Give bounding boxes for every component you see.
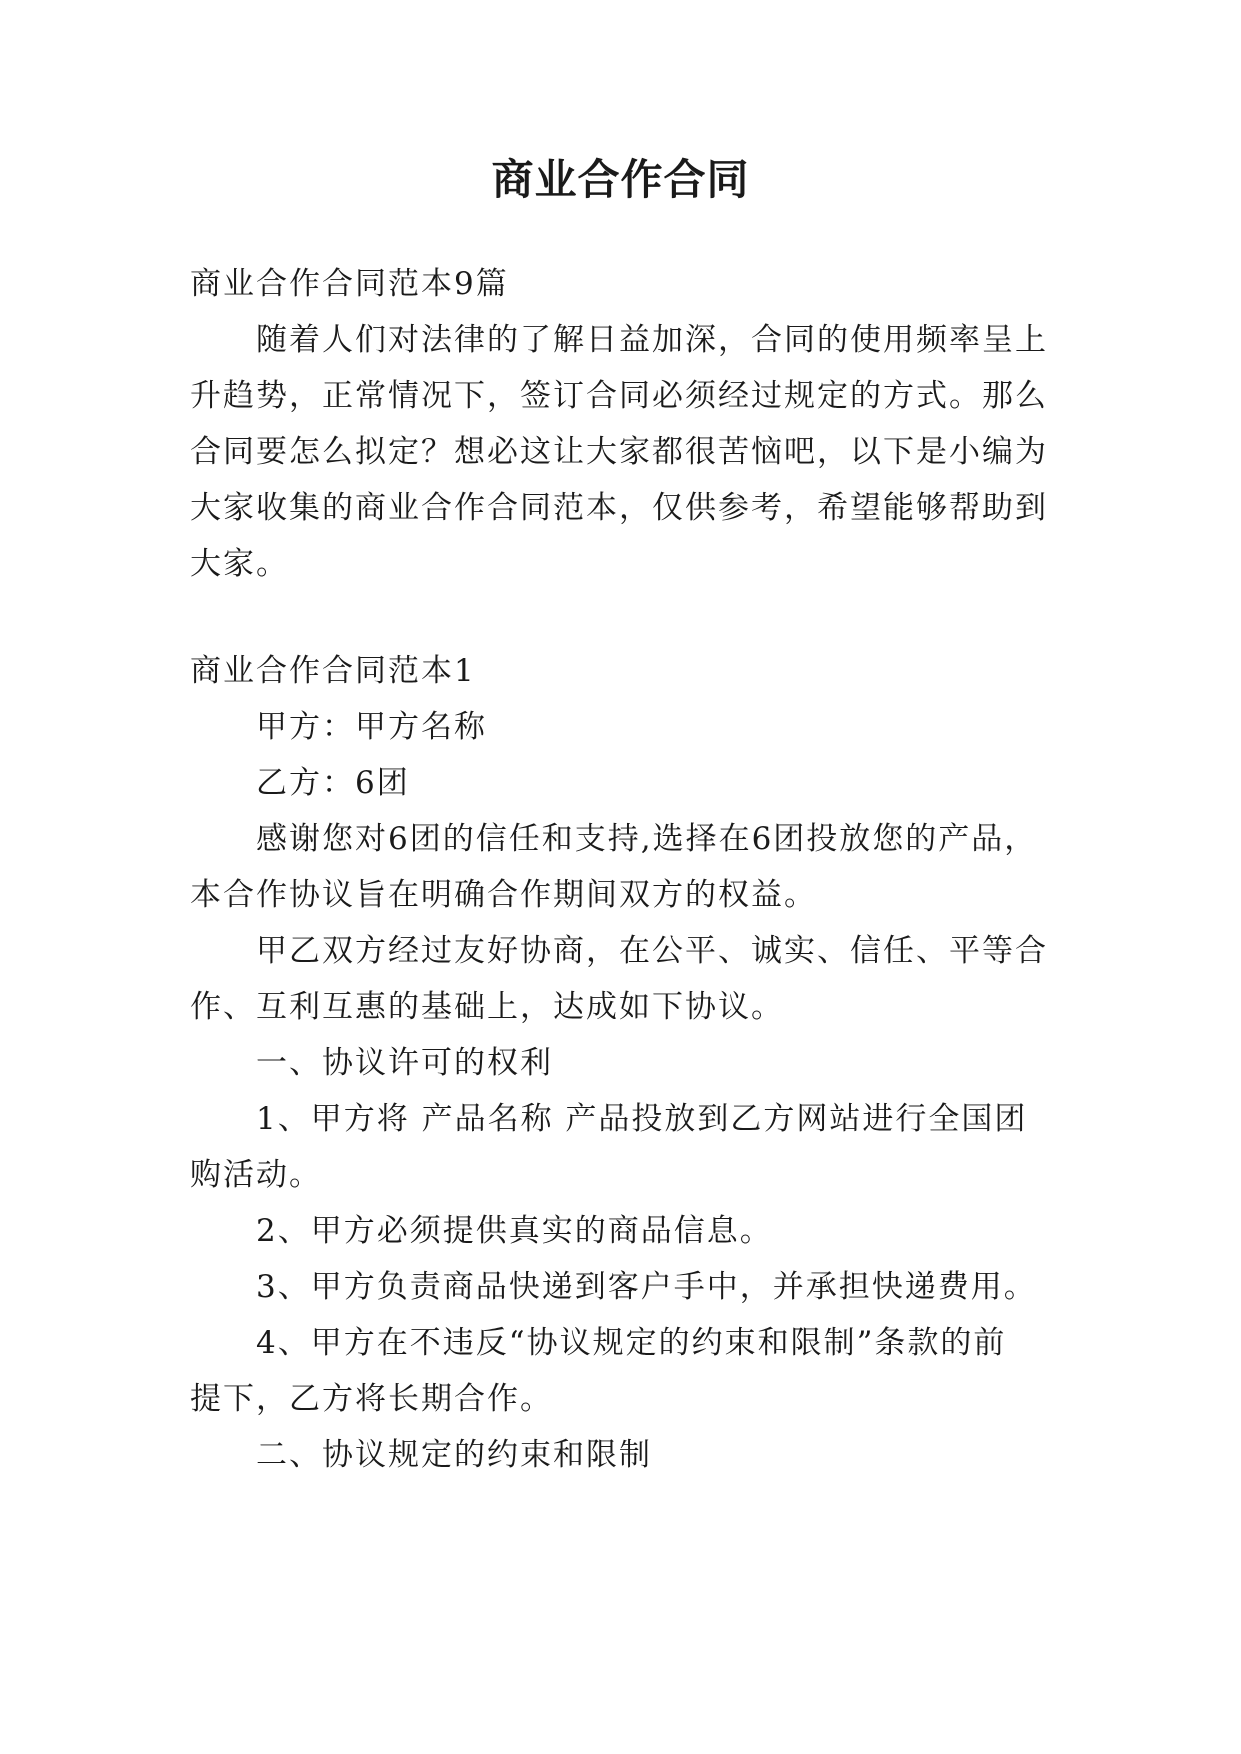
intro-line: 大家收集的商业合作合同范本，仅供参考，希望能够帮助到	[190, 490, 1048, 526]
body-line: 本合作协议旨在明确合作期间双方的权益。	[190, 877, 817, 913]
party-b-line: 乙方：6团	[256, 765, 410, 801]
body-line: 作、互利互惠的基础上，达成如下协议。	[190, 989, 784, 1025]
clause-item: 提下，乙方将长期合作。	[190, 1381, 553, 1417]
clause-item: 3、甲方负责商品快递到客户手中，并承担快递费用。	[256, 1269, 1037, 1305]
intro-line: 大家。	[190, 546, 289, 582]
intro-line: 升趋势，正常情况下，签订合同必须经过规定的方式。那么	[190, 378, 1048, 414]
clause-heading: 二、协议规定的约束和限制	[256, 1437, 652, 1473]
body-line: 甲乙双方经过友好协商，在公平、诚实、信任、平等合	[256, 933, 1048, 969]
clause-item: 2、甲方必须提供真实的商品信息。	[256, 1213, 773, 1249]
clause-item: 4、甲方在不违反“协议规定的约束和限制”条款的前	[256, 1325, 1007, 1361]
subtitle-line: 商业合作合同范本9篇	[190, 266, 509, 302]
document-title: 商业合作合同	[491, 155, 750, 204]
clause-heading: 一、协议许可的权利	[256, 1045, 553, 1081]
body-line: 感谢您对6团的信任和支持,选择在6团投放您的产品，	[256, 821, 1038, 857]
clause-item: 1、甲方将 产品名称 产品投放到乙方网站进行全国团	[256, 1101, 1028, 1137]
section-heading: 商业合作合同范本1	[190, 653, 476, 689]
clause-item: 购活动。	[190, 1157, 322, 1193]
party-a-line: 甲方：甲方名称	[256, 709, 487, 745]
intro-line: 合同要怎么拟定？想必这让大家都很苦恼吧，以下是小编为	[190, 434, 1048, 470]
intro-line: 随着人们对法律的了解日益加深，合同的使用频率呈上	[256, 322, 1048, 358]
